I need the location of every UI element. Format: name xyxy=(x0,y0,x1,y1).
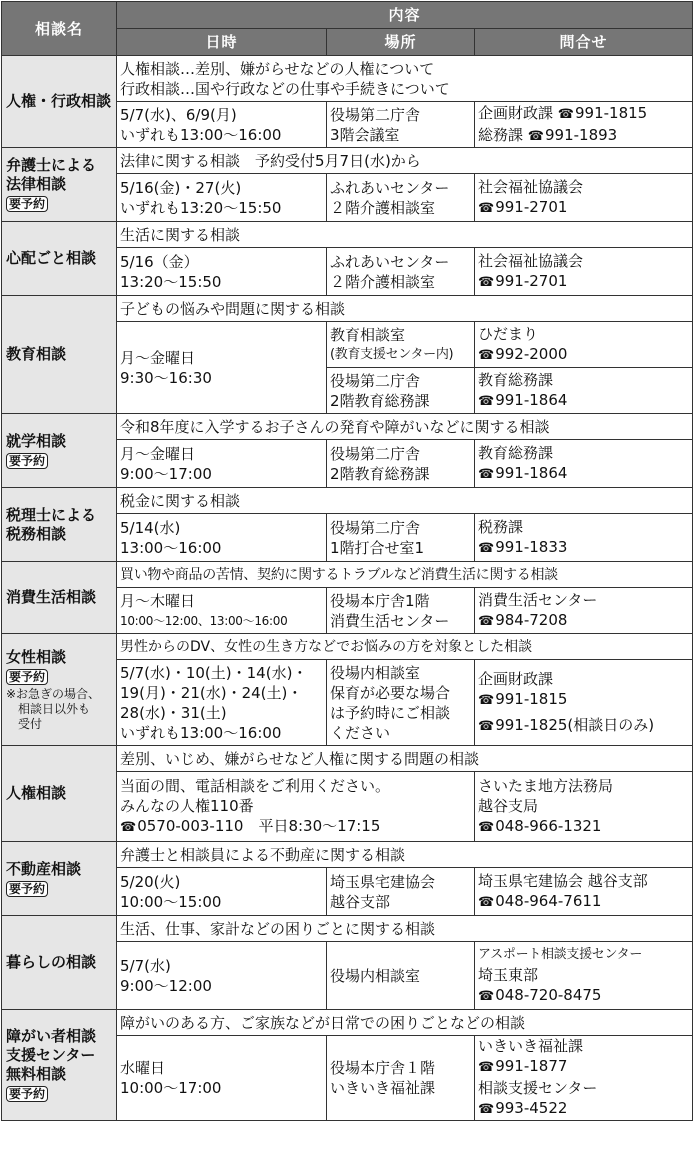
reservation-badge: 要予約 xyxy=(6,1086,48,1102)
row-place: 埼玉県宅建協会 越谷支部 xyxy=(327,868,475,916)
note-text: ※お急ぎの場合、 相談日以外も 受付 xyxy=(6,686,101,731)
row-contact: ひだまり ☎992-2000 xyxy=(475,322,693,368)
consultation-table xyxy=(1,1,693,1121)
row-topic: 子どもの悩みや問題に関する相談 xyxy=(117,296,693,322)
row-place: 役場第二庁舎 3階会議室 xyxy=(327,102,475,148)
phone-icon: ☎ xyxy=(120,819,137,835)
row-contact: アスポート相談支援センター 埼玉東部 ☎048-720-8475 xyxy=(475,942,693,1010)
row-name: 障がい者相談 支援センター 無料相談 要予約 xyxy=(2,1010,117,1121)
row-datetime: 5/14(水) 13:00〜16:00 xyxy=(117,514,327,562)
row-contact: 企画財政課 ☎991-1815 総務課 ☎991-1893 xyxy=(475,102,693,148)
row-place: 役場第二庁舎 1階打合せ室1 xyxy=(327,514,475,562)
phone-icon: ☎ xyxy=(478,718,495,734)
row-contact: いきいき福祉課 ☎991-1877 相談支援センター ☎993-4522 xyxy=(475,1036,693,1121)
phone-icon: ☎ xyxy=(478,819,495,835)
row-contact: 社会福祉協議会 ☎991-2701 xyxy=(475,248,693,296)
row-name: 女性相談 要予約 ※お急ぎの場合、 相談日以外も 受付 xyxy=(2,634,117,746)
phone-icon: ☎ xyxy=(478,988,495,1004)
phone-icon: ☎ xyxy=(478,894,495,910)
row-contact: 埼玉県宅建協会 越谷支部 ☎048-964-7611 xyxy=(475,868,693,916)
row-phone-info: 当面の間、電話相談をご利用ください。 みんなの人権110番 ☎0570-003-110 平日8:30〜17:15 xyxy=(117,772,475,842)
row-name: 教育相談 xyxy=(2,296,117,414)
row-contact: 消費生活センター ☎984-7208 xyxy=(475,588,693,634)
phone-icon: ☎ xyxy=(478,274,495,290)
row-place: 役場内相談室 xyxy=(327,942,475,1010)
row-datetime: 5/16（金） 13:20〜15:50 xyxy=(117,248,327,296)
header-content: 内容 xyxy=(117,2,693,29)
reservation-badge: 要予約 xyxy=(6,669,48,685)
row-datetime: 5/7(水)、6/9(月) いずれも13:00〜16:00 xyxy=(117,102,327,148)
row-place: 役場本庁舎1階 消費生活センター xyxy=(327,588,475,634)
row-name: 暮らしの相談 xyxy=(2,916,117,1010)
phone-icon: ☎ xyxy=(478,692,495,708)
row-topic: 弁護士と相談員による不動産に関する相談 xyxy=(117,842,693,868)
reservation-badge: 要予約 xyxy=(6,881,48,897)
row-datetime: 月〜木曜日 10:00〜12:00、13:00〜16:00 xyxy=(117,588,327,634)
row-place: 教育相談室 (教育支援センター内) xyxy=(327,322,475,368)
row-contact: さいたま地方法務局 越谷支局 ☎048-966-1321 xyxy=(475,772,693,842)
header-datetime: 日時 xyxy=(117,29,327,56)
row-topic: 生活に関する相談 xyxy=(117,222,693,248)
row-name: 消費生活相談 xyxy=(2,562,117,634)
row-topic: 買い物や商品の苦情、契約に関するトラブルなど消費生活に関する相談 xyxy=(117,562,693,588)
row-datetime: 水曜日 10:00〜17:00 xyxy=(117,1036,327,1121)
phone-icon: ☎ xyxy=(557,106,574,122)
row-topic: 令和8年度に入学するお子さんの発育や障がいなどに関する相談 xyxy=(117,414,693,440)
phone-icon: ☎ xyxy=(478,540,495,556)
header-name: 相談名 xyxy=(2,2,117,56)
phone-icon: ☎ xyxy=(478,393,495,409)
row-place: 役場本庁舎１階 いきいき福祉課 xyxy=(327,1036,475,1121)
phone-icon: ☎ xyxy=(478,613,495,629)
row-name: 不動産相談 要予約 xyxy=(2,842,117,916)
row-name: 就学相談 要予約 xyxy=(2,414,117,488)
phone-icon: ☎ xyxy=(478,200,495,216)
phone-icon: ☎ xyxy=(478,347,495,363)
row-topic: 男性からのDV、女性の生き方などでお悩みの方を対象とした相談 xyxy=(117,634,693,660)
row-place: 役場第二庁舎 2階教育総務課 xyxy=(327,368,475,414)
row-contact: 教育総務課 ☎991-1864 xyxy=(475,368,693,414)
row-topic: 障がいのある方、ご家族などが日常での困りごとなどの相談 xyxy=(117,1010,693,1036)
row-datetime: 5/7(水) 9:00〜12:00 xyxy=(117,942,327,1010)
row-name: 人権相談 xyxy=(2,746,117,842)
reservation-badge: 要予約 xyxy=(6,196,48,212)
row-topic: 法律に関する相談 予約受付5月7日(水)から xyxy=(117,148,693,174)
row-name: 人権・行政相談 xyxy=(2,56,117,148)
row-place: 役場第二庁舎 2階教育総務課 xyxy=(327,440,475,488)
row-datetime: 5/16(金)・27(火) いずれも13:20〜15:50 xyxy=(117,174,327,222)
header-place: 場所 xyxy=(327,29,475,56)
row-name: 税理士による 税務相談 xyxy=(2,488,117,562)
row-datetime: 月〜金曜日 9:00〜17:00 xyxy=(117,440,327,488)
row-datetime: 月〜金曜日 9:30〜16:30 xyxy=(117,322,327,414)
row-contact: 社会福祉協議会 ☎991-2701 xyxy=(475,174,693,222)
header-contact: 問合せ xyxy=(475,29,693,56)
row-name: 心配ごと相談 xyxy=(2,222,117,296)
row-place: 役場内相談室 保育が必要な場合 は予約時にご相談 ください xyxy=(327,660,475,746)
row-place: ふれあいセンター ２階介護相談室 xyxy=(327,174,475,222)
row-datetime: 5/20(火) 10:00〜15:00 xyxy=(117,868,327,916)
phone-icon: ☎ xyxy=(478,466,495,482)
row-datetime: 5/7(水)・10(土)・14(水)・ 19(月)・21(水)・24(土)・ 28(水)・31(土) いずれも13:00〜16:00 xyxy=(117,660,327,746)
row-topic: 人権相談…差別、嫌がらせなどの人権について 行政相談…国や行政などの仕事や手続きについて xyxy=(117,56,693,102)
row-contact: 企画財政課 ☎991-1815 ☎991-1825(相談日のみ) xyxy=(475,660,693,746)
row-place: ふれあいセンター ２階介護相談室 xyxy=(327,248,475,296)
reservation-badge: 要予約 xyxy=(6,453,48,469)
phone-icon: ☎ xyxy=(478,1102,495,1117)
phone-icon: ☎ xyxy=(478,1060,495,1075)
row-topic: 差別、いじめ、嫌がらせなど人権に関する問題の相談 xyxy=(117,746,693,772)
row-name: 弁護士による 法律相談 要予約 xyxy=(2,148,117,222)
row-contact: 税務課 ☎991-1833 xyxy=(475,514,693,562)
phone-icon: ☎ xyxy=(527,128,544,144)
row-topic: 税金に関する相談 xyxy=(117,488,693,514)
row-topic: 生活、仕事、家計などの困りごとに関する相談 xyxy=(117,916,693,942)
row-contact: 教育総務課 ☎991-1864 xyxy=(475,440,693,488)
